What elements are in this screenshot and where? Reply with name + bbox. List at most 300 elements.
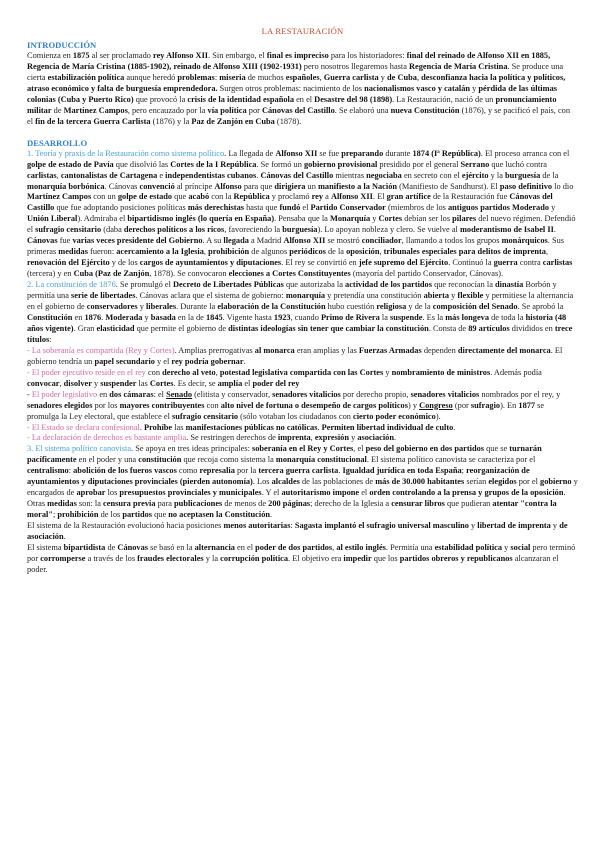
text-run: en [72,312,85,322]
text-run: . Los [252,477,272,487]
text-run: (por [452,400,471,410]
text-run: por la [234,466,259,476]
bold-run: 200 páginas [268,499,311,509]
bold-run: Cánovas del Castillo [261,105,335,115]
bold-run: alternancia [194,542,235,552]
bold-run: partidos [122,510,153,520]
bold-run: Congreso [419,400,453,410]
bold-run: acabó [188,192,210,202]
text-run: y encargados de [27,477,578,498]
text-run: de toda la [489,312,526,322]
document-title: LA RESTAURACIÓN [261,26,344,36]
bold-run: represalia [199,466,235,476]
text-run: . Pensaba que la [274,214,330,224]
list-item-confesional [27,423,578,434]
text-run: se promulga la Ley electoral, que establece el [27,400,545,421]
text-run: : [68,466,74,476]
bold-run: asociación [357,433,394,443]
text-run: se basó en la [148,542,195,552]
text-run: con [204,400,221,410]
text-run: ; derecho de la Iglesia a [310,499,392,509]
text-run: . Consta de [428,323,469,333]
text-run: al príncipe [174,181,215,191]
text-run: en el [234,542,256,552]
text-run: y [550,521,560,531]
text-run: y de la [406,302,433,312]
text-run: : [49,334,52,344]
text-run: El sistema [27,542,64,552]
evolution-paragraph [27,521,578,543]
text-run: (1878). [274,116,302,126]
text-run: (mayoría del partido Conservador, Cánovas). [350,269,504,279]
text-run: : el [153,389,167,399]
bold-run: Cortes [378,214,403,224]
bold-run: estabilidad política [434,542,503,552]
bold-run: menos autoritarias [223,521,291,531]
text-run: , [379,247,384,257]
bold-run: Cánovas del Castillo [27,192,553,213]
text-run: con la [209,192,234,202]
text-run: de los [98,510,123,520]
bold-run: libertad de imprenta [477,521,551,531]
text-run: de muchos [245,72,286,82]
bold-run: partidos obreros y republicanos [399,553,513,563]
bold-run: Martínez Campos [27,192,92,202]
text-run: . [256,170,261,180]
text-run: que disolvió las [113,159,171,169]
text-run: . Sus primeras [27,236,565,257]
bold-run: acercamiento a la Iglesia [116,247,204,257]
text-run: que permite el gobierno de [134,323,229,333]
bold-run: llegada [223,236,249,246]
bold-run: tercera guerra carlista [258,466,339,476]
text-run: Surgen otros problemas: nacimiento de los [217,83,365,93]
bold-run: aprobar [76,488,106,498]
bold-run: monarquía borbónica [27,181,105,191]
text-run: a Madrid [248,236,284,246]
text-run: ; [52,510,58,520]
bold-run: al monarca [254,345,295,355]
bold-run: distintas ideologías sin tener que cambiar la constitución [228,323,429,333]
bold-run: rey [311,192,324,202]
text-run: (1876) y la [150,116,192,126]
text-run: las [172,422,186,432]
list-item-derechos [27,433,578,444]
bold-run: 1877 [518,400,536,410]
bold-run: corrupción política [220,553,289,563]
bold-run: elaboración de la Constitución [217,302,326,312]
bold-run: trece títulos [27,323,573,344]
bold-run: centralismo [27,466,69,476]
text-run: : [290,521,295,531]
bold-run: monarquía constitucional [275,455,367,465]
text-run: , [215,367,220,377]
bold-run: Decreto de Libertades Públicas [173,280,284,290]
bold-run: dos cámaras [109,389,154,399]
bold-run: más derechistas [187,203,244,213]
text-run: del nuevo régimen. Defendió el [27,214,576,235]
text-run: y [349,433,358,443]
text-run: . Se apoya en tres ideas principales: [131,444,252,454]
bold-run: fin de la tercera Guerra Carlista [35,116,151,126]
text-run: y la [203,553,221,563]
text-run: Comienza en [27,51,73,60]
section-subheading: - El Estado se declara confesional [27,422,140,432]
text-run: durante [383,148,413,158]
bold-run: prohibición [208,247,250,257]
text-run: por los [92,400,120,410]
bold-run: final del reinado de Alfonso XII en 1885, Regencia de María Cristina (1885-1902), reinado de Alfonso XIII (1902-1931) [27,51,551,71]
bold-run: Cortes de la I República [170,159,257,169]
text-run: Borbón y permitía una [27,280,557,301]
text-run: ). Lo apoyan nobleza y clero. Se vuelve al [317,225,460,235]
text-run: los [105,488,120,498]
text-run: que fue adoptando posiciones políticas [54,203,188,213]
text-run: , [545,247,549,257]
bold-run: constitución [138,455,182,465]
text-run: pero nosotros llegaremos hasta [301,61,410,71]
bold-run: pérdida de las últimas colonias (Cuba y Puerto Rico) [27,83,557,104]
text-run: al ser proclamado [89,51,154,60]
bold-run: fundó [279,203,301,213]
bold-run: elecciones a Cortes Constituyentes [228,269,351,279]
text-run: de las poblaciones de [299,477,376,487]
bold-run: nacionalismos vasco y catalán [364,83,471,93]
bold-run: senadores vitalicios [272,389,341,399]
bold-run: derechos políticos a los ricos [123,225,225,235]
text-run: y proclamó [269,192,312,202]
text-run: . Se formó un [256,159,304,169]
bold-run: suspende [390,312,423,322]
bold-run: medidas [47,499,77,509]
bold-run: abolición de los fueros vascos [73,466,177,476]
bold-run: Alfonso XII [275,148,318,158]
bold-run: flexible [457,291,484,301]
bold-run: directamente del monarca [457,345,551,355]
bold-run: 1845 [205,312,223,322]
text-run: , [332,542,337,552]
text-run: por el [516,477,541,487]
text-run: . Vigente hasta [222,312,274,322]
text-run: e [157,170,166,180]
text-run: y [470,83,479,93]
text-run: que pudieran [444,499,493,509]
text-run: por [246,105,262,115]
text-run: ). En [500,400,519,410]
bold-run: conservadores [86,302,138,312]
text-run: y [137,302,146,312]
text-run: nombrados por el rey, y [479,389,561,399]
text-run: eran amplias y las [294,345,359,355]
bold-run: ejército [461,170,489,180]
text-run: mientras [333,170,367,180]
text-run: el [359,488,370,498]
bold-run: fraudes electorales [137,553,204,563]
bold-run: monarquía [285,291,326,301]
text-run: . Cánovas [104,181,140,191]
text-run: el [242,378,253,388]
text-run: . Es la [422,312,446,322]
text-run: pero terminó por [27,542,576,563]
text-run: . Se promulgó el [115,280,174,290]
bold-run: golpe de estado [117,192,173,202]
bold-run: expresión [314,433,349,443]
bold-run: más de 30.000 habitantes [375,477,465,487]
text-run: por derecho propio, [340,389,411,399]
text-run: . Continuó la [448,258,494,268]
text-run: para que [241,181,275,191]
bold-run: sufragio censitario [35,225,102,235]
bold-run: miseria [219,72,246,82]
text-run: (1876), y se pacificó el país, con el [27,105,571,126]
text-run: y [502,542,511,552]
bold-run: problemas [177,72,215,82]
text-run: que se [484,444,510,454]
bold-run: guerra [493,258,518,268]
text-run: de la [325,247,347,257]
bold-run: 1923 [273,312,291,322]
text-run: en el [294,94,315,104]
bold-run: Senado [166,389,193,399]
bold-run: españoles [285,72,320,82]
text-run: y el [154,356,172,366]
text-run: las [136,378,150,388]
text-run: . Se elaboró una [334,105,391,115]
bold-run: poder de dos partidos [255,542,333,552]
text-run: (daba [101,225,124,235]
bold-run: sufragio [470,400,501,410]
bold-run: elasticidad [96,323,135,333]
bold-run: Prohíbe [144,422,173,432]
text-run: como [176,466,200,476]
bold-run: carlistas [27,170,57,180]
text-run: , 1878). Se convocaron [149,269,229,279]
bold-run: conciliador [361,236,402,246]
bold-run: rey podría gobernar [171,356,244,366]
intro-heading: INTRODUCCIÓN [27,40,97,50]
bold-run: renovación del Ejército [27,258,110,268]
bold-run: desconfianza hacia la política y políticos, atraso económico y falta de burguesía emprendedora. [27,72,566,93]
bold-run: alto nivel de fortuna o desempeño de cargos políticos [220,400,408,410]
text-run: de la [540,170,559,180]
text-run: dependen [421,345,458,355]
bold-run: orden controlando a la prensa y grupos de la oposición [369,488,564,498]
bold-run: suspender [100,378,137,388]
bold-run: amplía [217,378,243,388]
text-run: y pretendía una constitución [325,291,424,301]
text-run: . Gran [73,323,97,333]
text-run: , [203,247,209,257]
text-run: de [105,542,118,552]
text-run: contra [517,258,543,268]
text-run: . Amplias prerrogativas [174,345,255,355]
text-run: (miembros de los [385,203,448,213]
list-item-soberania [27,346,578,368]
text-run: en la de [175,312,206,322]
text-run: . Permitía una [385,542,435,552]
bold-run: paso definitivo [499,181,553,191]
text-run: a [323,192,331,202]
text-run: . El proceso arranca con el [480,148,570,158]
text-run: ) y [407,400,420,410]
bold-run: 1875 [72,51,90,60]
bold-run: mayores contribuyentes [119,400,205,410]
bold-run: más longeva [445,312,490,322]
text-run: aunque heredó [124,72,178,82]
bold-run: de Cuba [387,72,417,82]
bold-run: liberales [145,302,177,312]
text-run: y de los [109,258,140,268]
text-run: . [243,356,246,366]
text-run: , [59,378,64,388]
text-run: y [370,214,379,224]
text-run: - [27,389,32,399]
text-run: con [145,367,163,377]
bold-run: Igualdad jurídica en toda España [342,466,462,476]
section-subheading: 1. Teoría y praxis de la Restauración como sistema político [27,148,225,158]
bold-run: Paz de Zanjón en Cuba [191,116,275,126]
text-run: en secreto con el [401,170,462,180]
bold-run: poder del rey [252,378,300,388]
text-run: y [378,72,388,82]
bold-run: estabilización política [47,72,125,82]
bold-run: social [510,542,531,552]
bold-run: prohibición [57,510,99,520]
bold-run: pilares [452,214,477,224]
text-run: en el poder y una [76,455,139,465]
bold-run: 1874 (Iª República) [412,148,481,158]
text-run: de algunos [249,247,290,257]
text-run: . [270,510,273,520]
bold-run: no aceptasen la Constitución [168,510,271,520]
bold-run: publicaciones [174,499,223,509]
bold-run: Cortes [149,378,174,388]
text-run: . Durante la [176,302,218,312]
text-run: de [51,105,64,115]
bold-run: de asociación [27,521,568,542]
bold-run: soberanía en el Rey y Cortes [252,444,354,454]
bold-run: Alfonso XII [283,236,326,246]
bold-run: derecho al veto [162,367,216,377]
section-subheading: El poder legislativo [31,389,98,399]
bold-run: final es impreciso [266,51,329,60]
text-run: la [379,312,391,322]
section-subheading: - La declaración de derechos es bastante amplia [27,433,187,443]
bold-run: Guerra carlista [323,72,379,82]
text-run: . Otras [27,488,566,509]
bold-run: Alfonso XII [330,192,373,202]
text-run: alcanzaran el poder. [27,553,559,574]
bold-run: bipartidismo inglés (lo quería en España) [127,214,275,224]
bold-run: cargos de ayuntamientos y diputaciones [139,258,282,268]
text-run: . [453,422,456,432]
text-run: . El sistema político canovista se caracteriza por el [366,455,536,465]
bold-run: peso del gobierno en dos partidos [365,444,485,454]
text-run: y [549,203,556,213]
bold-run: Martínez Campos [63,105,128,115]
section-gap [27,128,578,138]
desarrollo-heading: DESARROLLO [27,137,88,148]
bold-run: Unión Liberal [27,214,78,224]
bold-run: serie de libertades [71,291,136,301]
bold-run: historia (48 años vigente) [27,312,567,333]
text-run: (tercera) y en [27,269,74,279]
text-run: que recoja como sistema la [181,455,276,465]
text-run: . Además podía [490,367,542,377]
bold-run: sufragio censitario [172,411,239,421]
text-run: . La llegada de [224,148,276,158]
bold-run: Cánovas [117,542,149,552]
text-run: , [310,433,315,443]
bold-run: al estilo inglés [336,542,386,552]
text-run: . [317,422,322,432]
bold-run: religiosa [376,302,407,312]
text-run: , el [353,444,366,454]
bold-run: censura previa [103,499,156,509]
text-run: . Se produce una cierta [27,61,564,82]
text-run: y [449,291,458,301]
bold-run: preparando [341,148,384,158]
text-run: , pero encauzado por la [127,105,208,115]
section-2-paragraph [27,280,578,346]
text-run: para los historiadores: [328,51,407,60]
bold-run: periódicos [289,247,326,257]
bold-run: pronunciamiento militar [27,94,557,115]
bold-run: elegidos [488,477,517,487]
text-run: (Manifiesto de Sandhurst). El [397,181,500,191]
bold-run: golpe de estado de Pavía [27,159,114,169]
text-run: y [468,521,478,531]
bold-run: independentistas cubanos [165,170,257,180]
bold-run: Sagasta implantó el sufragio universal masculino [294,521,469,531]
text-run: . [139,422,144,432]
text-run: y la [488,170,506,180]
bold-run: Cánovas del Castillo [260,170,334,180]
text-run: . El objetivo era [288,553,344,563]
bold-run: autoritarismo impone [281,488,360,498]
text-run: (sólo votaban los ciudadanos con [238,411,354,421]
bold-run: carlistas [542,258,573,268]
text-run: . Cánovas aclara que el sistema de gobierno: [135,291,286,301]
text-run: fueron: [87,247,117,257]
bold-run: rey Alfonso XII [153,51,209,60]
text-run: . [553,225,556,235]
text-run: , favoreciendo la [224,225,283,235]
bold-run: negociaba [366,170,402,180]
text-run: y [142,312,151,322]
text-run: que autorizaba la [283,280,346,290]
text-run: (elitista y conservador, [192,389,273,399]
text-run: . El gobierno tendría un [27,345,563,366]
text-run: que reconocían la [431,280,495,290]
section-3-paragraph [27,444,578,521]
bold-run: turnarán pacíficamente [27,444,542,465]
text-run: , cuando [290,312,321,322]
bold-run: convenció [139,181,175,191]
bold-run: moderantismo de Isabel II [459,225,554,235]
bold-run: 89 artículos [468,323,510,333]
bold-run: censurar libros [391,499,445,509]
text-run: y permitiese la alternancia en el gobierno de [27,291,574,312]
text-run: que provocó la [133,94,188,104]
text-run: hasta que [244,203,280,213]
bold-run: monárquicos [501,236,548,246]
text-run: lo dio [552,181,574,191]
bold-run: jefe supremo del Ejército [358,258,449,268]
text-run: se mostró [325,236,362,246]
bold-run: senadores vitalicios [410,389,480,399]
bold-run: gran artífice [386,192,431,202]
